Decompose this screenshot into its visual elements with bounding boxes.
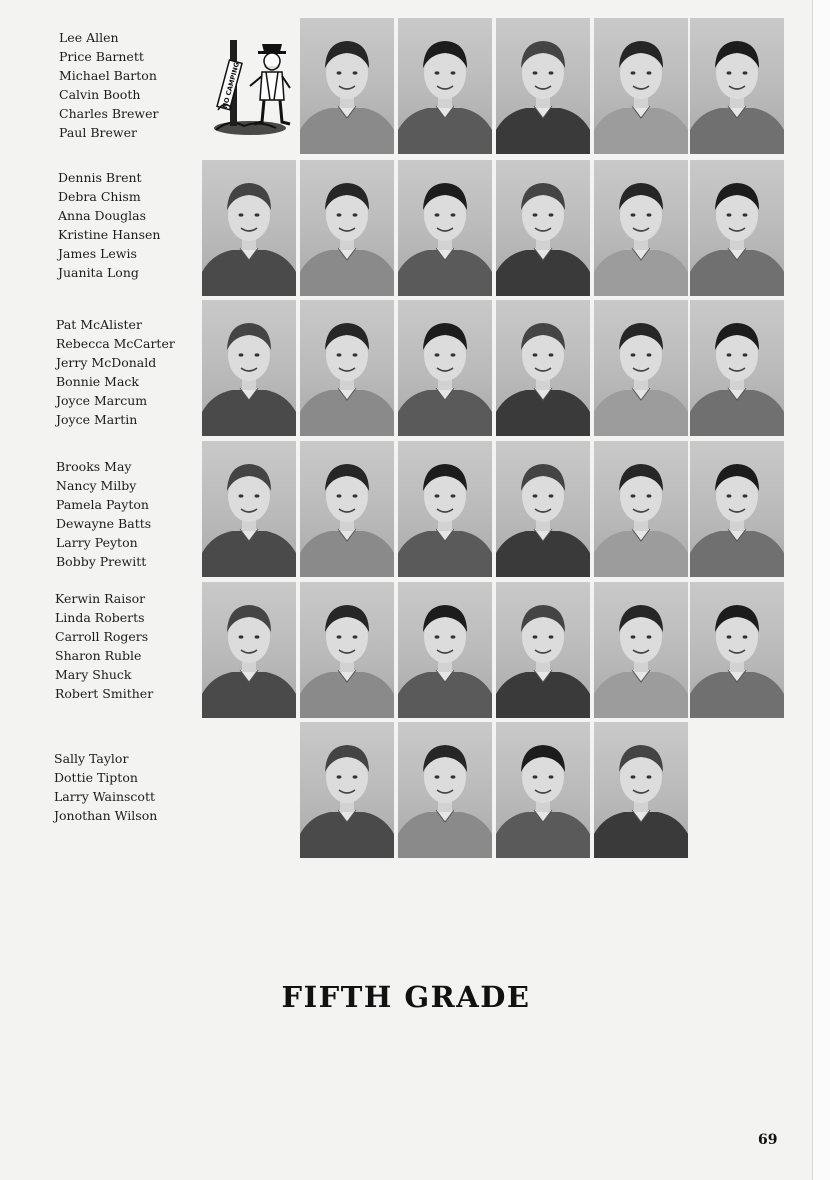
page-number: 69 [758, 1132, 778, 1148]
student-name: Rebecca McCarter [56, 335, 175, 351]
student-name: Dewayne Batts [56, 515, 152, 531]
name-list-row-5 [55, 590, 153, 703]
student-portrait [300, 300, 394, 436]
student-name: Brooks May [56, 459, 132, 474]
student-name: James Lewis [58, 245, 137, 261]
student-portrait [300, 18, 394, 154]
student-portrait [496, 722, 590, 858]
student-portrait [594, 441, 688, 577]
student-name: Kristine Hansen [58, 226, 161, 242]
student-portrait [202, 582, 296, 718]
student-portrait [594, 300, 688, 436]
name-list-row-1 [59, 29, 158, 142]
student-portrait [398, 582, 492, 718]
student-portrait [690, 300, 784, 436]
student-name: Joyce Marcum [56, 392, 148, 408]
student-name: Pamela Payton [56, 496, 149, 512]
name-list-row-2 [58, 169, 160, 282]
student-portrait [594, 160, 688, 296]
student-portrait [594, 582, 688, 718]
student-portrait [496, 441, 590, 577]
student-name: Jonothan Wilson [54, 807, 158, 823]
student-name: Larry Peyton [56, 534, 138, 550]
student-name: Mary Shuck [55, 666, 132, 682]
student-name: Bobby Prewitt [56, 553, 147, 569]
student-portrait [202, 160, 296, 296]
student-name: Michael Barton [59, 67, 157, 83]
student-name: Joyce Martin [56, 411, 138, 427]
student-portrait [690, 441, 784, 577]
student-name: Sharon Ruble [55, 647, 142, 663]
student-portrait [496, 18, 590, 154]
student-name: Juanita Long [58, 264, 139, 280]
name-list-row-4 [56, 458, 151, 571]
student-portrait [690, 160, 784, 296]
student-portrait [398, 722, 492, 858]
student-portrait [398, 160, 492, 296]
student-name: Dennis Brent [58, 170, 142, 185]
student-portrait [300, 582, 394, 718]
student-name: Larry Wainscott [54, 788, 155, 804]
student-name: Sally Taylor [54, 751, 129, 766]
student-portrait [300, 441, 394, 577]
student-name: Bonnie Mack [56, 373, 140, 389]
student-name: Kerwin Raisor [55, 591, 146, 606]
name-list-row-6 [54, 750, 157, 826]
student-name: Pat McAlister [56, 317, 142, 332]
student-portrait [398, 441, 492, 577]
student-name: Dottie Tipton [54, 769, 138, 785]
student-name: Linda Roberts [55, 609, 145, 625]
student-portrait [594, 18, 688, 154]
student-portrait [594, 722, 688, 858]
student-portrait [300, 160, 394, 296]
student-portrait [300, 722, 394, 858]
student-portrait [398, 18, 492, 154]
student-portrait [202, 441, 296, 577]
mascot-sign-text: NO CAMPING [220, 61, 241, 110]
student-portrait [496, 582, 590, 718]
student-portrait [496, 300, 590, 436]
student-name: Charles Brewer [59, 105, 159, 121]
student-portrait [496, 160, 590, 296]
student-name: Carroll Rogers [55, 628, 149, 644]
mascot-icon [210, 30, 298, 140]
student-portrait [690, 582, 784, 718]
student-name: Jerry McDonald [56, 354, 157, 370]
student-portrait [398, 300, 492, 436]
name-list-row-3 [56, 316, 175, 429]
student-name: Price Barnett [59, 48, 144, 64]
student-name: Anna Douglas [58, 207, 147, 223]
student-name: Robert Smither [55, 685, 154, 701]
student-name: Calvin Booth [59, 86, 141, 102]
student-name: Nancy Milby [56, 477, 137, 493]
page-title: FIFTH GRADE [281, 980, 531, 1014]
student-name: Paul Brewer [59, 124, 137, 140]
student-name: Lee Allen [59, 30, 119, 45]
page-binding-edge [812, 0, 830, 1180]
student-portrait [202, 300, 296, 436]
student-name: Debra Chism [58, 188, 141, 204]
student-portrait [690, 18, 784, 154]
